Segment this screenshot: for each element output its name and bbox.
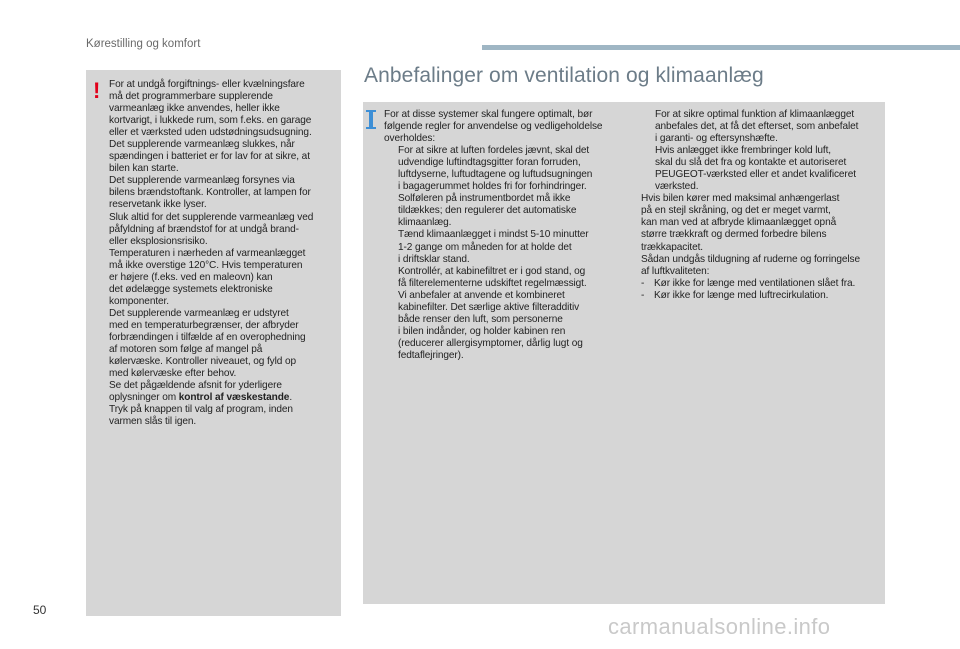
warning-box: [86, 70, 341, 616]
info-column-right: [641, 109, 883, 302]
bullet-line: udvendige luftindtagsgitter foran forruden,: [398, 157, 581, 169]
intro-line: følgende regler for anvendelse og vedligeholdelse: [384, 121, 603, 133]
bullet-line: luftdyserne, luftudtagene og luftudsugningen: [398, 169, 593, 181]
paragraph-line: trækkapacitet.: [641, 241, 703, 253]
bullet-line: få filterelementerne udskiftet regelmæssigt.: [398, 277, 587, 289]
bullet-line: (reducerer allergisymptomer, dårlig lugt og: [398, 337, 583, 349]
warning-line: bilens brændstoftank. Kontroller, at lampen for: [109, 187, 311, 199]
bullet-line: i bagagerummet holdes fri for forhindringer.: [398, 181, 587, 193]
paragraph-line: på en stejl skråning, og det er meget varmt,: [641, 205, 831, 217]
warning-line: Det supplerende varmeanlæg slukkes, når: [109, 139, 295, 151]
bullet-line: For at sikre optimal funktion af klimaanlægget: [655, 109, 855, 120]
dash-line: Kør ikke for længe med ventilationen slået fra.: [654, 277, 856, 289]
bullet-line: i bilen indånder, og holder kabinen ren: [398, 325, 566, 337]
warning-line: Det supplerende varmeanlæg er udstyret: [109, 307, 289, 319]
warning-text: [109, 79, 337, 428]
warning-line: Sluk altid for det supplerende varmeanlæg ved: [109, 211, 314, 223]
bullet-line: værksted.: [655, 181, 699, 193]
warning-line: kølervæske. Kontroller niveauet, og fyld op: [109, 356, 297, 368]
warning-line: Det supplerende varmeanlæg forsynes via: [109, 175, 295, 187]
ref-prefix: oplysninger om: [109, 392, 179, 404]
bullet-line: 1-2 gange om måneden for at holde det: [398, 241, 572, 253]
header-title: Kørestilling og komfort: [86, 38, 201, 50]
warning-line: For at undgå forgiftnings- eller kvælningsfare: [109, 79, 305, 90]
warning-line: af motoren som følge af mangel på: [109, 344, 263, 356]
warning-line: forbrændingen i tilfælde af en overophedning: [109, 331, 306, 343]
intro-line: overholdes:: [384, 133, 436, 145]
bullet-item: [641, 145, 883, 193]
bullet-line: PEUGEOT-værksted eller et andet kvalificeret: [655, 169, 856, 181]
dash-item: [641, 278, 883, 290]
warning-line: påfyldning af brændstof for at undgå brand-: [109, 223, 299, 235]
paragraph-line: af luftkvaliteten:: [641, 265, 710, 277]
bullet-line: Tænd klimaanlægget i mindst 5-10 minutter: [398, 229, 589, 241]
warning-line: må ikke overstige 120°C. Hvis temperaturen: [109, 259, 303, 271]
warning-line: er højere (f.eks. ved en maleovn) kan: [109, 271, 273, 283]
bullet-line: i driftsklar stand.: [398, 253, 470, 265]
section-title: Anbefalinger om ventilation og klimaanlæg: [364, 64, 764, 87]
bullet-item: [384, 145, 632, 193]
warning-line: spændingen i batteriet er for lav for at sikre, at: [109, 151, 310, 163]
bullet-line: Vi anbefaler at anvende et kombineret: [398, 289, 565, 301]
bullet-item: [641, 109, 883, 145]
warning-line: [109, 392, 337, 404]
header-accent-bar: [482, 45, 960, 50]
warning-line: med kølervæske efter behov.: [109, 368, 237, 380]
bullet-line: tildækkes; den regulerer det automatiske: [398, 205, 577, 217]
warning-line: Tryk på knappen til valg af program, inden: [109, 404, 293, 416]
warning-line: Se det pågældende afsnit for yderligere: [109, 380, 282, 392]
bullet-line: anbefales det, at få det efterset, som anbefalet: [655, 121, 859, 133]
exclamation-icon: !: [93, 78, 101, 103]
dash-glyph: -: [641, 277, 645, 289]
paragraph-line: kan man ved at afbryde klimaanlægget opnå: [641, 217, 837, 229]
info-box: [363, 102, 885, 604]
bullet-line: Hvis anlægget ikke frembringer kold luft,: [655, 145, 831, 157]
info-icon: [369, 112, 373, 127]
warning-line: reservetank ikke lyser.: [109, 199, 207, 211]
warning-line: det ødelægge systemets elektroniske: [109, 283, 273, 295]
intro-line: For at disse systemer skal fungere optimalt, bør: [384, 109, 593, 120]
paragraph-line: større trækkraft og dermed forbedre bilens: [641, 229, 827, 241]
paragraph-line: Sådan undgås tildugning af ruderne og forringelse: [641, 253, 861, 265]
dash-line: Kør ikke for længe med luftrecirkulation.: [654, 289, 829, 301]
bullet-line: For at sikre at luften fordeles jævnt, skal det: [398, 145, 590, 157]
bullet-line: skal du slå det fra og kontakte et autoriseret: [655, 157, 847, 169]
bullet-line: klimaanlæg.: [398, 217, 452, 229]
warning-line: Temperaturen i nærheden af varmeanlægget: [109, 247, 306, 259]
paragraph-line: Hvis bilen kører med maksimal anhængerlast: [641, 193, 840, 205]
bullet-item: [384, 193, 632, 229]
bullet-item: [384, 266, 632, 362]
bullet-line: kabinefilter. Det særlige aktive filteradditiv: [398, 301, 580, 313]
warning-line: varmen slås til igen.: [109, 416, 197, 428]
bullet-line: i garanti- og eftersynshæfte.: [655, 133, 778, 145]
warning-line: varmeanlæg ikke anvendes, heller ikke: [109, 103, 280, 115]
warning-line: må det programmerbare supplerende: [109, 91, 273, 103]
warning-line: eller eksplosionsrisiko.: [109, 235, 208, 247]
bullet-line: fedtaflejringer).: [398, 349, 464, 361]
ref-link-text: kontrol af væskestande: [178, 392, 290, 404]
bullet-line: Solføleren på instrumentbordet må ikke: [398, 193, 571, 205]
dash-glyph: -: [641, 289, 645, 301]
warning-line: eller et værksted uden udstødningsudsugning.: [109, 127, 312, 139]
dash-item: [641, 290, 883, 302]
page-number: 50: [33, 603, 47, 617]
bullet-line: både renser den luft, som personerne: [398, 313, 563, 325]
bullet-item: [384, 229, 632, 265]
info-column-left: [384, 109, 632, 362]
warning-line: kortvarigt, i lukkede rum, som f.eks. en garage: [109, 115, 312, 127]
watermark: carmanualsonline.info: [608, 614, 831, 639]
warning-line: bilen kan starte.: [109, 163, 179, 175]
warning-line: komponenter.: [109, 295, 169, 307]
warning-line: med en temperaturbegrænser, der afbryder: [109, 319, 299, 331]
ref-suffix: .: [289, 392, 293, 404]
bullet-line: Kontrollér, at kabinefiltret er i god stand, og: [398, 265, 586, 277]
